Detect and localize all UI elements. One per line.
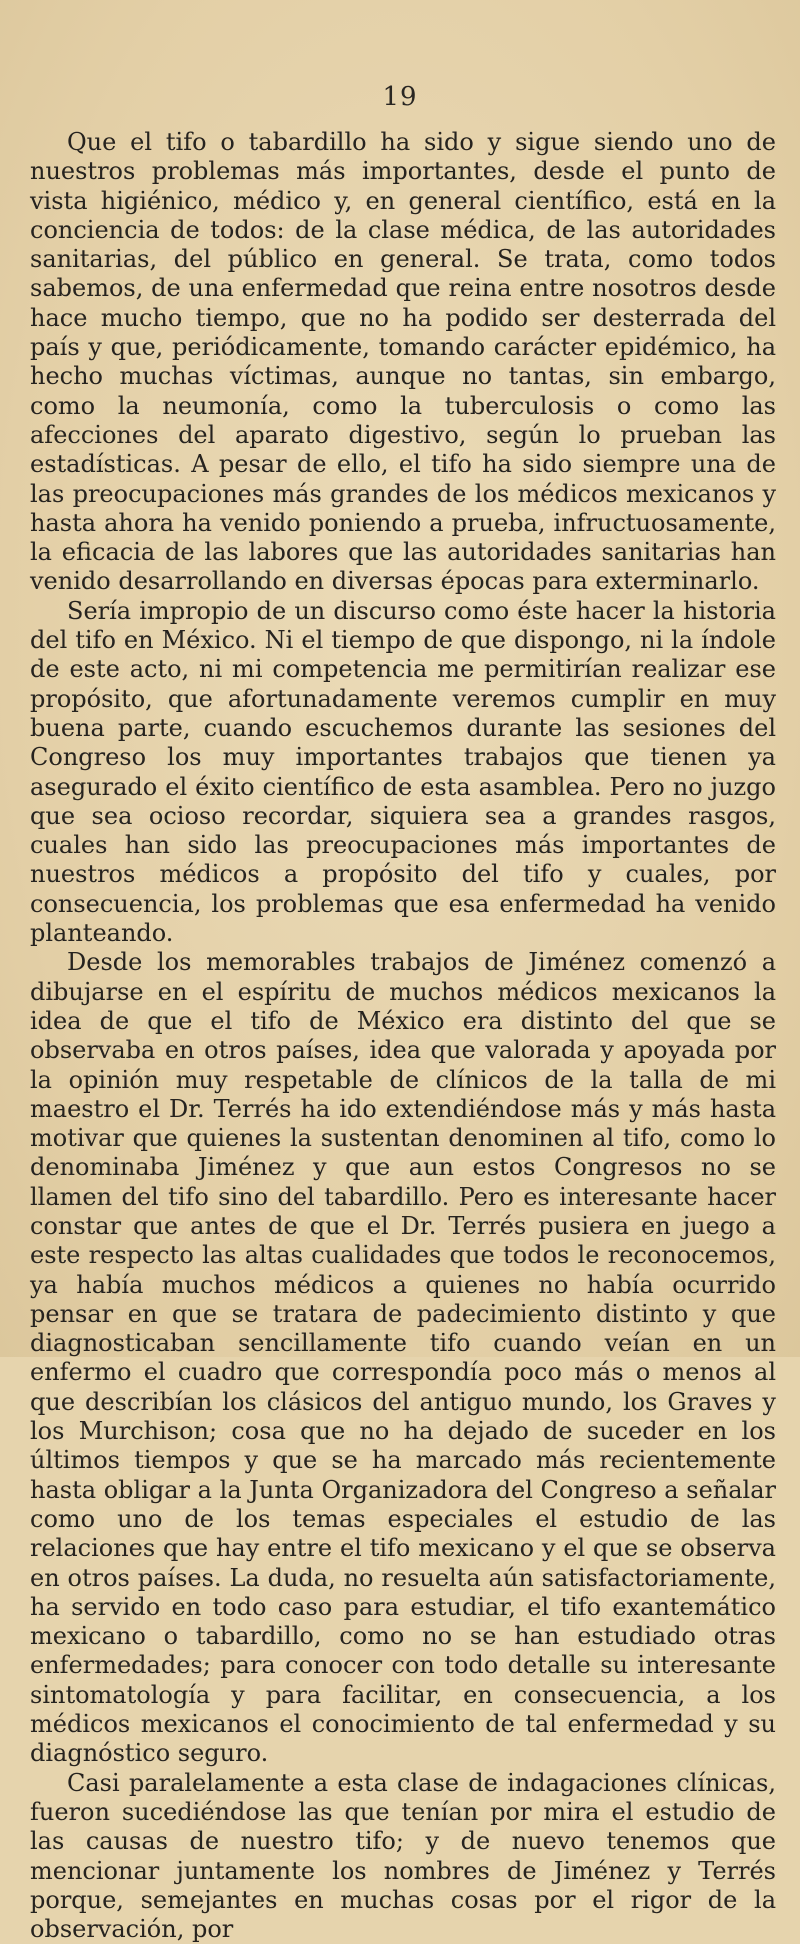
- paragraph-2: Sería impropio de un discurso como éste hacer la historia del tifo en México. Ni el tiempo de que dispongo, ni la índole de este acto, ni mi competencia me permitirían realizar ese propósito, que afortunadamente veremos cumplir en muy buena parte, cuando escuchemos durante las sesiones del Congreso los muy importantes trabajos que tienen ya asegurado el éxito científico de esta asamblea. Pero no juzgo que sea ocioso recordar, siquiera sea a grandes rasgos, cuales han sido las preocupaciones más importantes de nuestros médicos a propósito del tifo y cuales, por consecuencia, los problemas que esa enfermedad ha venido planteando.: [30, 596, 776, 948]
- page-number: 19: [382, 82, 418, 112]
- paragraph-4: Casi paralelamente a esta clase de indagaciones clínicas, fueron sucediéndose las que tenían por mira el estudio de las causas de nuestro tifo; y de nuevo tenemos que mencionar juntamente los nombres de Jiménez y Terrés porque, semejantes en muchas cosas por el rigor de la observación, por: [30, 1768, 776, 1944]
- paragraph-3: Desde los memorables trabajos de Jiménez comenzó a dibujarse en el espíritu de muchos médicos mexicanos la idea de que el tifo de México era distinto del que se observaba en otros países, idea que valorada y apoyada por la opinión muy respetable de clínicos de la talla de mi maestro el Dr. Terrés ha ido extendiéndose más y más hasta motivar que quienes la sustentan denominen al tifo, como lo denominaba Jiménez y que aun estos Congresos no se llamen del tifo sino del tabardillo. Pero es interesante hacer constar que antes de que el Dr. Terrés pusiera en juego a este respecto las altas cualidades que todos le reconocemos, ya había muchos médicos a quienes no había ocurrido pensar en que se tratara de padecimiento distinto y que diagnosticaban sencillamente tifo cuando veían en un enfermo el cuadro que correspondía poco más o menos al que describían los clásicos del antiguo mundo, los Graves y los Murchison; cosa que no ha dejado de suceder en los últimos tiempos y que se ha marcado más recientemente hasta obligar a la Junta Organizadora del Congreso a señalar como uno de los temas especiales el estudio de las relaciones que hay entre el tifo mexicano y el que se observa en otros países. La duda, no resuelta aún satisfactoriamente, ha servido en todo caso para estudiar, el tifo exantemático mexicano o tabardillo, como no se han estudiado otras enfermedades; para conocer con todo detalle su interesante sintomatología y para facilitar, en consecuencia, a los médicos mexicanos el conocimiento de tal enfermedad y su diagnóstico seguro.: [30, 948, 776, 1768]
- paragraph-1: Que el tifo o tabardillo ha sido y sigue siendo uno de nuestros problemas más importantes, desde el punto de vista higiénico, médico y, en general científico, está en la conciencia de todos: de la clase médica, de las autoridades sanitarias, del público en general. Se trata, como todos sabemos, de una enfermedad que reina entre nosotros desde hace mucho tiempo, que no ha podido ser desterrada del país y que, periódicamente, tomando carácter epidémico, ha hecho muchas víctimas, aunque no tantas, sin embargo, como la neumonía, como la tuberculosis o como las afecciones del aparato digestivo, según lo prueban las estadísticas. A pesar de ello, el tifo ha sido siempre una de las preocupaciones más grandes de los médicos mexicanos y hasta ahora ha venido poniendo a prueba, infructuosamente, la eficacia de las labores que las autoridades sanitarias han venido desarrollando en diversas épocas para exterminarlo.: [30, 128, 776, 596]
- body-text: [30, 128, 776, 1944]
